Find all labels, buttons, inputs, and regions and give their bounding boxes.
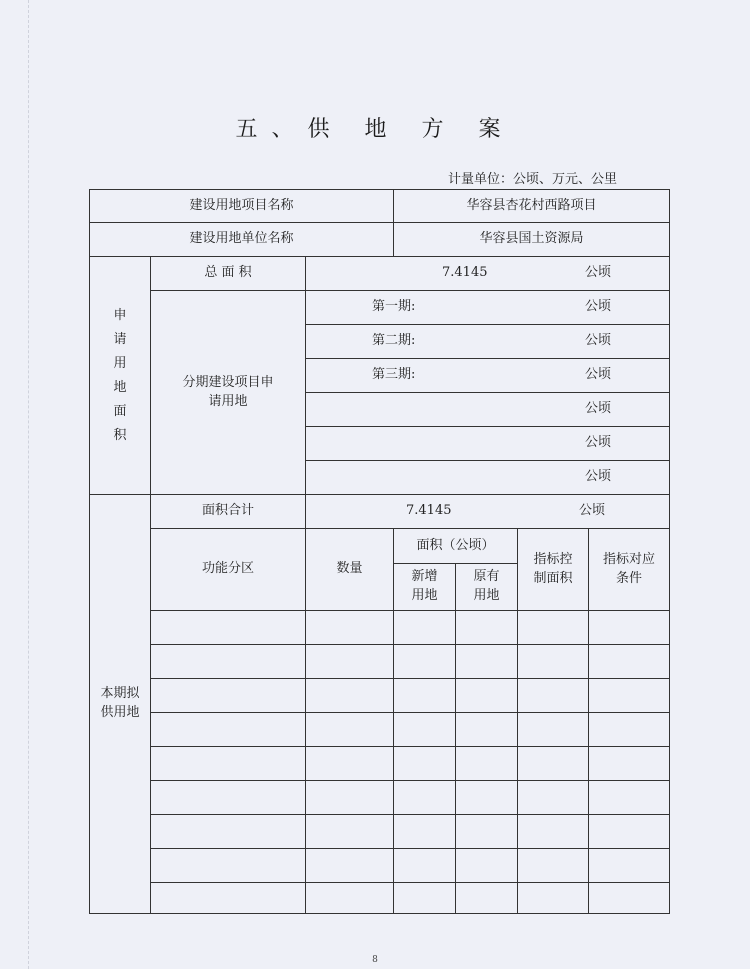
empty-data-row bbox=[90, 849, 670, 883]
land-supply-form-table bbox=[89, 189, 670, 914]
apply-area-section-label: 申请用地面积 bbox=[90, 257, 151, 495]
total-area-value: 7.4145 bbox=[442, 265, 488, 281]
phase-cell bbox=[306, 291, 670, 325]
project-name-value: 华容县杏花村西路项目 bbox=[394, 190, 670, 223]
unit-name-row bbox=[90, 223, 670, 257]
phase-cell bbox=[306, 393, 670, 427]
header-new-land: 新增用地 bbox=[394, 564, 456, 611]
header-area: 面积（公顷） bbox=[394, 529, 518, 564]
total-area-label: 总 面 积 bbox=[151, 257, 306, 291]
header-existing-land: 原有用地 bbox=[456, 564, 518, 611]
unit-name-value: 华容县国土资源局 bbox=[394, 223, 670, 257]
page-number: 8 bbox=[372, 955, 378, 965]
page-edge-line bbox=[28, 0, 29, 969]
empty-data-row bbox=[90, 679, 670, 713]
area-total-value: 7.4145 bbox=[406, 503, 452, 519]
phase-unit: 公顷 bbox=[585, 367, 612, 383]
phase-unit: 公顷 bbox=[585, 333, 612, 349]
total-area-unit: 公顷 bbox=[585, 265, 612, 281]
phase-cell bbox=[306, 427, 670, 461]
project-name-row bbox=[90, 190, 670, 223]
empty-data-row bbox=[90, 781, 670, 815]
supply-section-label: 本期拟供用地 bbox=[90, 495, 151, 914]
empty-data-row bbox=[90, 815, 670, 849]
phase-label: 第二期: bbox=[372, 333, 416, 349]
area-total-cell bbox=[306, 495, 670, 529]
phase-cell bbox=[306, 325, 670, 359]
empty-data-row bbox=[90, 611, 670, 645]
total-area-row bbox=[90, 257, 670, 291]
phase-label: 第三期: bbox=[372, 367, 416, 383]
unit-name-label: 建设用地单位名称 bbox=[90, 223, 394, 257]
phase-unit: 公顷 bbox=[585, 299, 612, 315]
empty-data-row bbox=[90, 713, 670, 747]
phase-unit: 公顷 bbox=[585, 401, 612, 417]
measurement-unit-note: 计量单位：公顷、万元、公里 bbox=[448, 172, 618, 187]
total-area-cell bbox=[306, 257, 670, 291]
empty-data-row bbox=[90, 645, 670, 679]
phase-label: 第一期: bbox=[372, 299, 416, 315]
empty-data-row bbox=[90, 883, 670, 914]
phase-unit: 公顷 bbox=[585, 469, 612, 485]
header-quantity: 数量 bbox=[306, 529, 394, 611]
phased-project-label: 分期建设项目申请用地 bbox=[151, 291, 306, 495]
empty-data-row bbox=[90, 747, 670, 781]
project-name-label: 建设用地项目名称 bbox=[90, 190, 394, 223]
area-total-label: 面积合计 bbox=[151, 495, 306, 529]
phase-unit: 公顷 bbox=[585, 435, 612, 451]
header-control-area: 指标控制面积 bbox=[518, 529, 589, 611]
header-zone: 功能分区 bbox=[151, 529, 306, 611]
header-row-1 bbox=[90, 529, 670, 564]
header-condition: 指标对应条件 bbox=[589, 529, 670, 611]
area-total-row bbox=[90, 495, 670, 529]
phase-cell bbox=[306, 359, 670, 393]
phase-row bbox=[90, 291, 670, 325]
page-title: 五、供 地 方 案 bbox=[235, 117, 515, 142]
area-total-unit: 公顷 bbox=[579, 503, 606, 519]
phase-cell bbox=[306, 461, 670, 495]
